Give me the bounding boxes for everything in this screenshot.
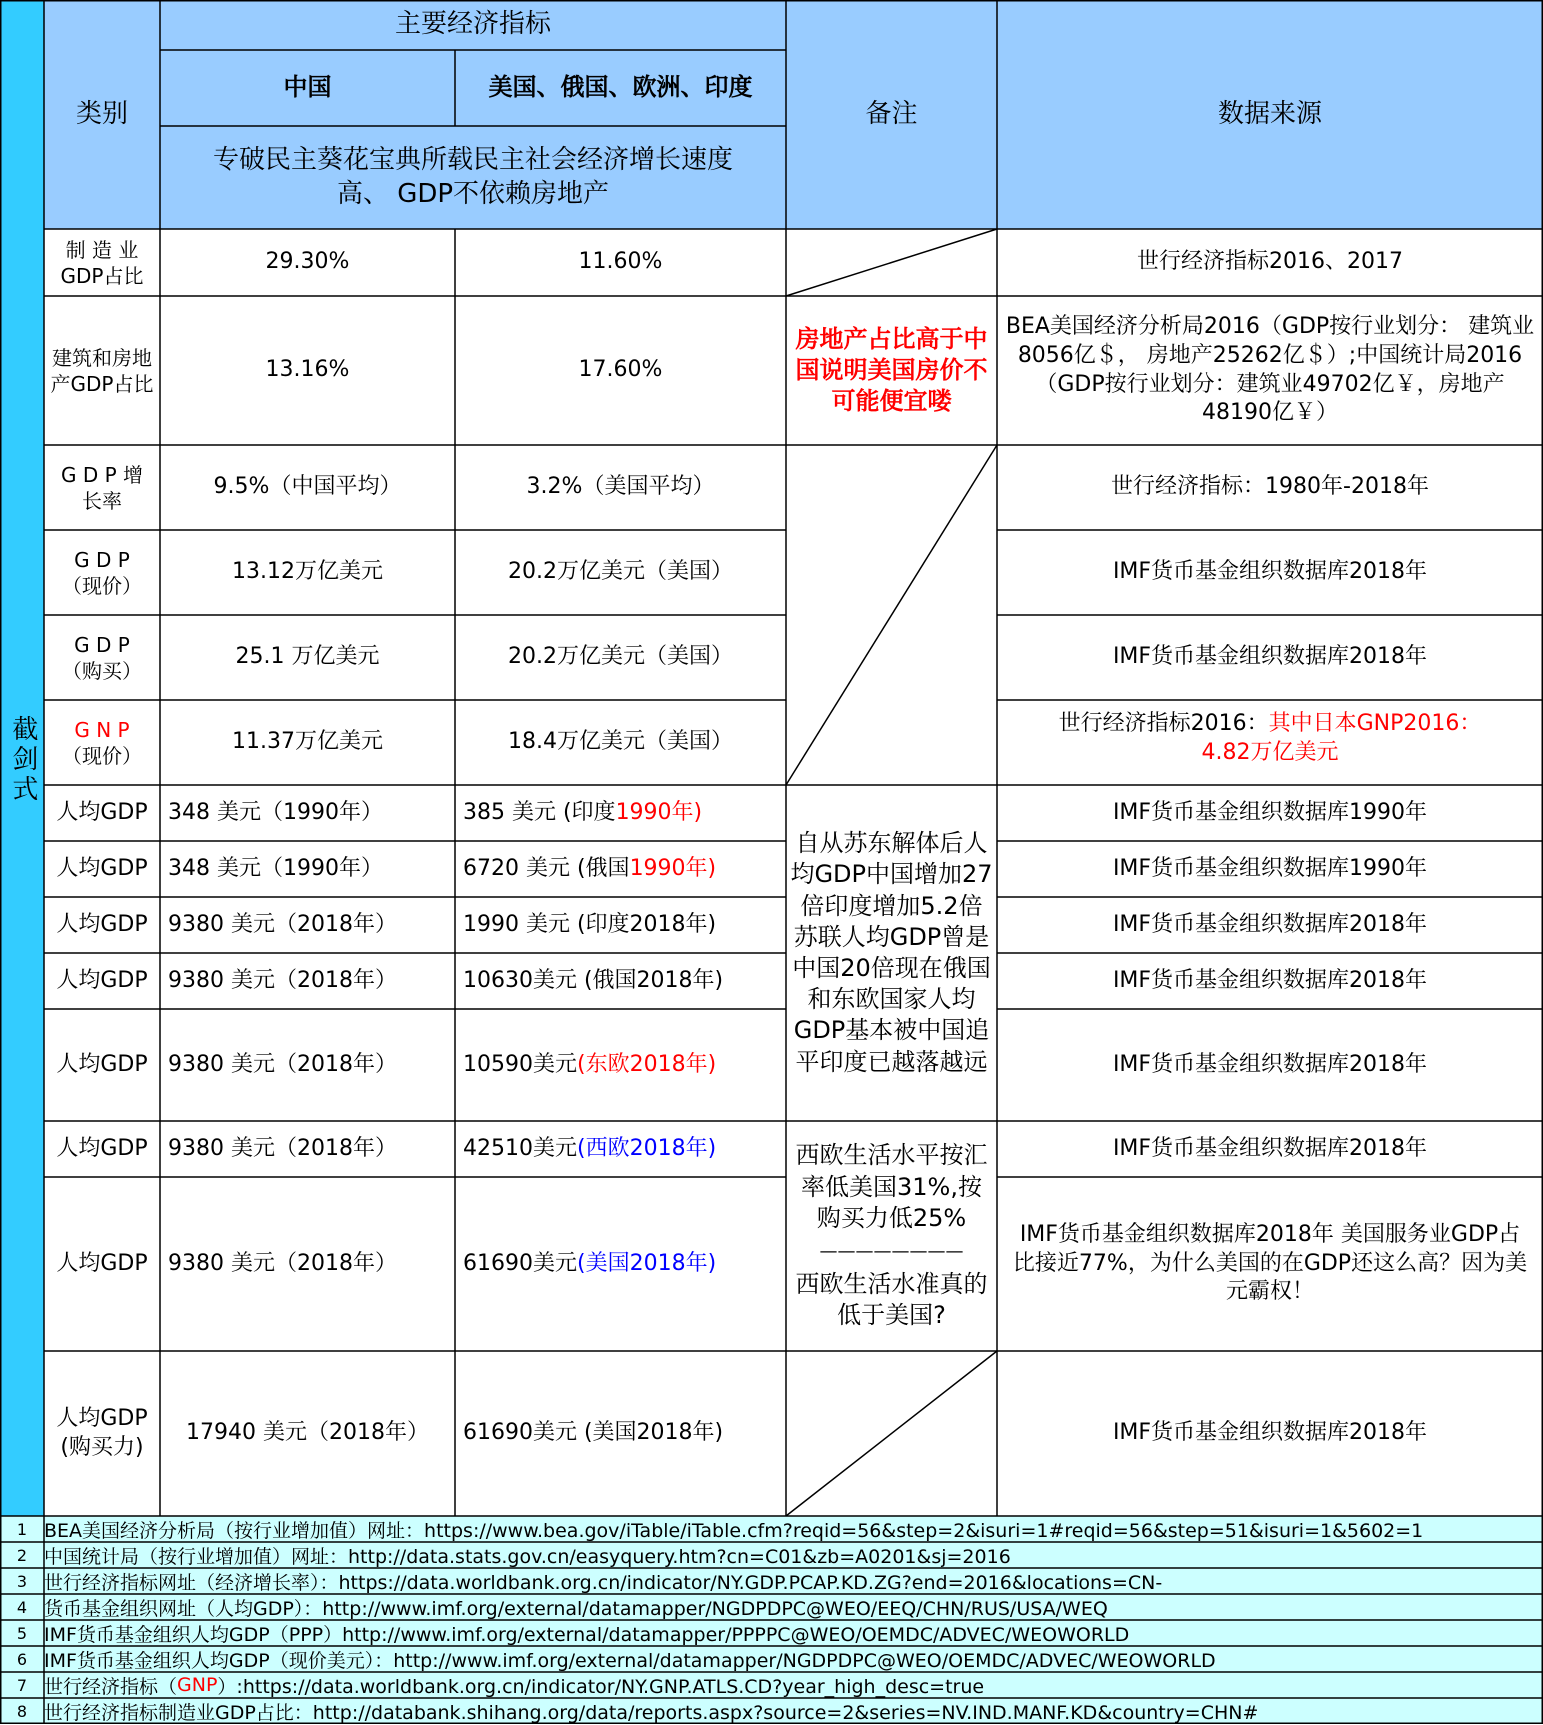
footnote-number: 8 bbox=[16, 1701, 28, 1721]
row-china-value: 348 美元（1990年） bbox=[168, 855, 383, 881]
other-text: 61690美元 bbox=[463, 1250, 577, 1276]
row-category: 人均GDP bbox=[56, 855, 148, 881]
row-china-value: 13.16% bbox=[265, 357, 350, 383]
row-china-value: 9380 美元（2018年） bbox=[168, 1250, 397, 1276]
other-text: 6720 美元 (俄国 bbox=[463, 855, 630, 881]
row-other-value bbox=[455, 1009, 786, 1121]
footnote-text-highlight: GNP bbox=[177, 1674, 218, 1696]
row-china-value: 9380 美元（2018年） bbox=[168, 1135, 397, 1161]
row-other-value bbox=[455, 841, 786, 897]
row-source: IMF货币基金组织数据库1990年 bbox=[1112, 855, 1428, 881]
footnote-text: IMF货币基金组织人均GDP（现价美元）：http://www.imf.org/external/datamapper/NGDPDPC@WEO/OEMDC/ADVEC/WEOWORLD bbox=[44, 1649, 1216, 1672]
footnote-number: 7 bbox=[16, 1675, 28, 1695]
row-other-value: 61690美元 (美国2018年) bbox=[463, 1420, 724, 1446]
header-category: 类别 bbox=[75, 98, 128, 129]
row-category: 人均GDP bbox=[56, 1250, 148, 1276]
row-source: IMF货币基金组织数据库2018年 bbox=[1112, 911, 1428, 937]
row-category: 人均GDP (购买力) bbox=[56, 1405, 148, 1460]
other-text: 385 美元 (印度 bbox=[463, 799, 616, 825]
footnote-number: 6 bbox=[16, 1649, 28, 1669]
header-source: 数据来源 bbox=[1217, 98, 1322, 129]
other-text: 42510美元 bbox=[463, 1135, 577, 1161]
header-china: 中国 bbox=[283, 73, 332, 102]
row-china-value: 9380 美元（2018年） bbox=[168, 1051, 397, 1077]
header-subtitle: 专破民主葵花宝典所载民主社会经济增长速度高、 GDP不依赖房地产 bbox=[212, 144, 733, 209]
footnote-number: 5 bbox=[16, 1623, 28, 1643]
other-text: 10590美元 bbox=[463, 1051, 577, 1077]
row-category: 人均GDP bbox=[56, 1135, 148, 1161]
row-category: 制 造 业 GDP占比 bbox=[60, 237, 144, 288]
row-source: IMF货币基金组织数据库2018年 bbox=[1112, 1420, 1428, 1446]
header-others: 美国、俄国、欧洲、印度 bbox=[488, 73, 753, 102]
row-category: 建筑和房地产GDP占比 bbox=[50, 345, 154, 396]
row-source: IMF货币基金组织数据库1990年 bbox=[1112, 799, 1428, 825]
gnp-source: 世行经济指标2016： bbox=[1058, 711, 1269, 736]
footnote-number: 2 bbox=[16, 1545, 28, 1565]
row-source: IMF货币基金组织数据库2018年 美国服务业GDP占比接近77%，为什么美国的在GDP还这么高？因为美元霸权！ bbox=[1012, 1222, 1528, 1305]
side-label: 截剑式 bbox=[7, 715, 38, 805]
footnote-text: IMF货币基金组织人均GDP（PPP）http://www.imf.org/external/datamapper/PPPPC@WEO/OEMDC/ADVEC/WEOWORLD bbox=[44, 1623, 1130, 1646]
other-highlight: (美国2018年) bbox=[577, 1250, 717, 1276]
footnote-text bbox=[44, 1672, 984, 1698]
row-category: G D P 增长率 bbox=[60, 462, 144, 513]
footnote-text-pre: 世行经济指标（ bbox=[44, 1675, 178, 1698]
row-other-value: 1990 美元 (印度2018年) bbox=[463, 911, 717, 937]
row-source: IMF货币基金组织数据库2018年 bbox=[1112, 559, 1428, 585]
footnote-text: 世行经济指标网址（经济增长率）：https://data.worldbank.org.cn/indicator/NY.GDP.PCAP.KD.ZG?end=2016&locations=CN- bbox=[44, 1571, 1163, 1594]
footnote-number: 1 bbox=[16, 1519, 28, 1539]
row-china-value: 9380 美元（2018年） bbox=[168, 911, 397, 937]
row-category: 人均GDP bbox=[56, 799, 148, 825]
row-china-value: 13.12万亿美元 bbox=[232, 559, 383, 585]
row-other-value bbox=[455, 785, 786, 841]
other-highlight: 1990年) bbox=[629, 855, 717, 881]
gnp-sublabel: （现价） bbox=[62, 743, 142, 768]
row-source: 世行经济指标2016、2017 bbox=[1137, 249, 1403, 275]
gnp-source-note: 其中日本GNP2016：4.82万亿美元 bbox=[1201, 711, 1482, 765]
row-china-value: 25.1 万亿美元 bbox=[235, 644, 380, 670]
row-china-value: 17940 美元（2018年） bbox=[186, 1420, 429, 1446]
footnote-number: 3 bbox=[16, 1571, 28, 1591]
row-china-value: 9.5%（中国平均） bbox=[213, 474, 402, 500]
row-category: 人均GDP bbox=[56, 967, 148, 993]
row-other-value bbox=[455, 1121, 786, 1177]
row-source: IMF货币基金组织数据库2018年 bbox=[1112, 1135, 1428, 1161]
row-other-value bbox=[455, 1177, 786, 1351]
header-main-indicators: 主要经济指标 bbox=[394, 9, 551, 40]
remark-west-europe-text: 西欧生活水平按汇率低美国31%,按购买力低25% bbox=[795, 1141, 988, 1232]
remark-soviet-collapse: 自从苏东解体后人均GDP中国增加27倍印度增加5.2倍 苏联人均GDP曾是中国20倍现在俄国和东欧国家人均GDP基本被中国追平印度已越落越远 bbox=[790, 829, 993, 1076]
row-china-value: 9380 美元（2018年） bbox=[168, 967, 397, 993]
other-highlight: 1990年) bbox=[615, 799, 703, 825]
other-highlight: (西欧2018年) bbox=[577, 1135, 717, 1161]
row-source bbox=[1050, 700, 1490, 785]
row-other-value: 18.4万亿美元（美国） bbox=[508, 729, 733, 755]
footnote-text: 世行经济指标制造业GDP占比：http://databank.shihang.org/data/reports.aspx?source=2&series=NV.IND.MANF.KD&country=CHN# bbox=[44, 1701, 1259, 1724]
row-source: 世行经济指标：1980年-2018年 bbox=[1111, 474, 1429, 500]
row-category: 人均GDP bbox=[56, 1051, 148, 1077]
row-category: 人均GDP bbox=[56, 911, 148, 937]
footnote-text: 中国统计局（按行业增加值）网址：http://data.stats.gov.cn/easyquery.htm?cn=C01&zb=A0201&sj=2016 bbox=[44, 1545, 1011, 1568]
row-source: IMF货币基金组织数据库2018年 bbox=[1112, 644, 1428, 670]
row-category: G D P （现价） bbox=[62, 547, 142, 598]
header-remarks: 备注 bbox=[865, 98, 918, 129]
remark-realestate: 房地产占比高于中国说明美国房价不可能便宜喽 bbox=[795, 324, 988, 416]
gnp-label: G N P bbox=[74, 717, 130, 742]
row-other-value: 20.2万亿美元（美国） bbox=[508, 559, 733, 585]
row-other-value: 11.60% bbox=[578, 249, 663, 275]
row-source: BEA美国经济分析局2016（GDP按行业划分： 建筑业8056亿＄， 房地产25262亿＄）;中国统计局2016（GDP按行业划分：建筑业49702亿￥，房地产48190亿￥） bbox=[1005, 314, 1535, 426]
remark-west-europe bbox=[790, 1121, 993, 1351]
other-highlight: (东欧2018年) bbox=[577, 1051, 717, 1077]
row-other-value: 10630美元 (俄国2018年) bbox=[463, 967, 724, 993]
row-other-value: 3.2%（美国平均） bbox=[526, 474, 715, 500]
row-source: IMF货币基金组织数据库2018年 bbox=[1112, 967, 1428, 993]
row-china-value: 11.37万亿美元 bbox=[232, 729, 383, 755]
footnote-text-post: ）:https://data.worldbank.org.cn/indicator/NY.GNP.ATLS.CD?year_high_desc=true bbox=[217, 1675, 985, 1698]
row-china-value: 29.30% bbox=[265, 249, 350, 275]
footnote-text: 货币基金组织网址（人均GDP）：http://www.imf.org/external/datamapper/NGDPDPC@WEO/EEQ/CHN/RUS/USA/WEQ bbox=[44, 1597, 1108, 1620]
row-source: IMF货币基金组织数据库2018年 bbox=[1112, 1051, 1428, 1077]
row-other-value: 20.2万亿美元（美国） bbox=[508, 644, 733, 670]
row-china-value: 348 美元（1990年） bbox=[168, 799, 383, 825]
footnote-number: 4 bbox=[16, 1597, 28, 1617]
remark-question: 西欧生活水准真的低于美国? bbox=[795, 1270, 988, 1330]
footnote-text: BEA美国经济分析局（按行业增加值）网址：https://www.bea.gov/iTable/iTable.cfm?reqid=56&step=2&isuri=1#reqid=56&step=51&isuri=1&5602=1 bbox=[44, 1519, 1424, 1542]
row-category bbox=[44, 700, 160, 785]
remark-divider: ———————— bbox=[819, 1240, 964, 1262]
row-category: G D P （购买） bbox=[62, 632, 142, 683]
row-other-value: 17.60% bbox=[578, 357, 663, 383]
